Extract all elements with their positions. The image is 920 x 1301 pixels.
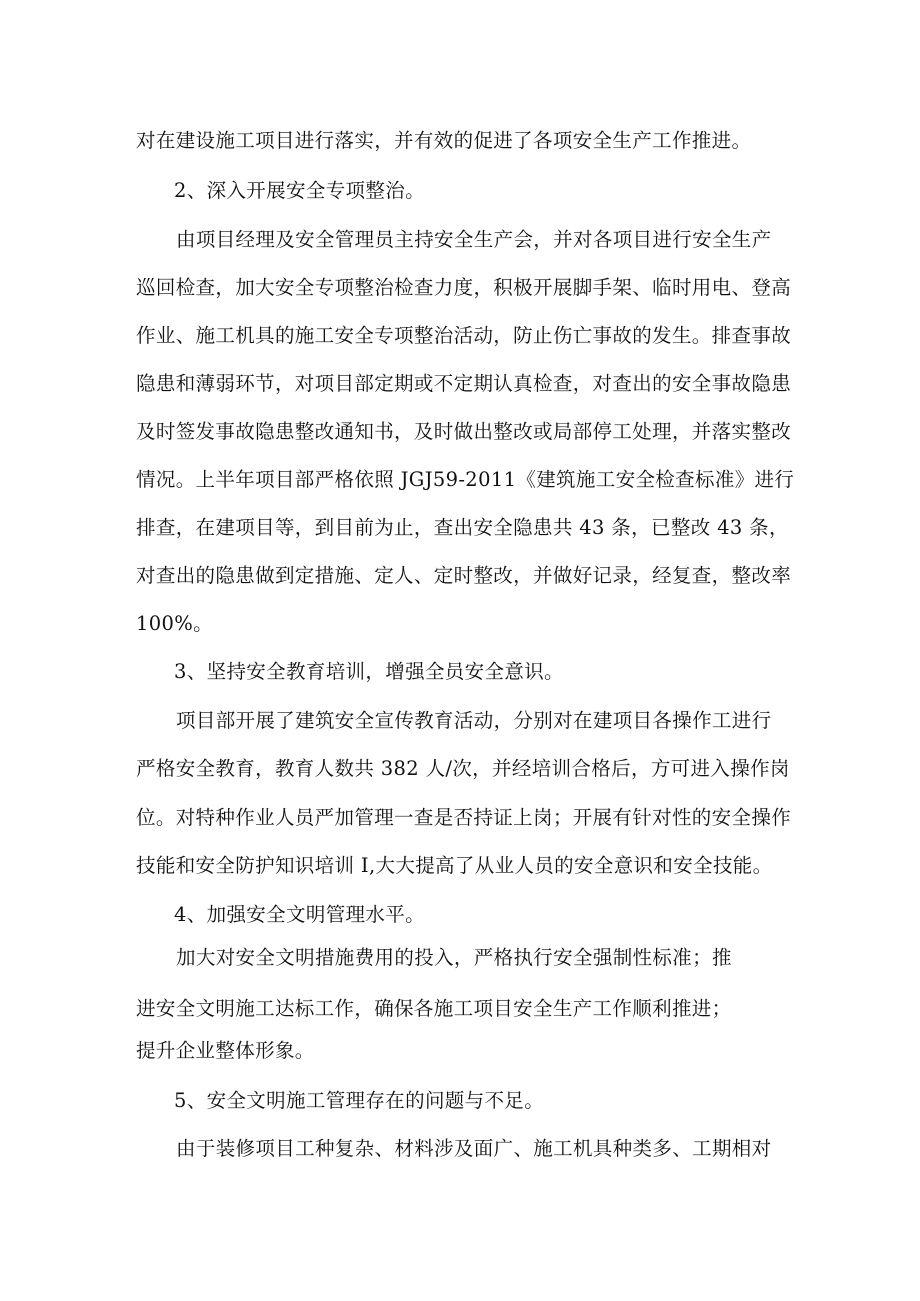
paragraph-line: 对查出的隐患做到定措施、定人、定时整改，并做好记录，经复查，整改率 bbox=[136, 564, 792, 587]
paragraph-line: 进安全文明施工达标工作，确保各施工项目安全生产工作顺利推进； bbox=[136, 997, 732, 1020]
paragraph-line: 100%。 bbox=[136, 612, 213, 635]
paragraph-line: 隐患和薄弱环节，对项目部定期或不定期认真检查，对查出的安全事故隐患 bbox=[136, 372, 792, 395]
paragraph-line: 情况。上半年项目部严格依照 JGJ59-2011《建筑施工安全检查标准》进行 bbox=[136, 468, 795, 491]
paragraph-line: 位。对特种作业人员严加管理一查是否持证上岗；开展有针对性的安全操作 bbox=[136, 806, 792, 829]
section-heading: 3、坚持安全教育培训，增强全员安全意识。 bbox=[174, 660, 564, 683]
paragraph-line: 项目部开展了建筑安全宣传教育活动，分别对在建项目各操作工进行 bbox=[176, 709, 772, 732]
paragraph-line: 技能和安全防护知识培训 I,大大提高了从业人员的安全意识和安全技能。 bbox=[136, 854, 773, 877]
paragraph-line: 及时签发事故隐患整改通知书，及时做出整改或局部停工处理，并落实整改 bbox=[136, 420, 792, 443]
paragraph-line: 对在建设施工项目进行落实，并有效的促进了各项安全生产工作推进。 bbox=[136, 129, 752, 152]
paragraph-line: 排查，在建项目等，到目前为止，查出安全隐患共 43 条，已整改 43 条， bbox=[136, 516, 789, 539]
paragraph-line: 严格安全教育，教育人数共 382 人/次，并经培训合格后，方可进入操作岗 bbox=[136, 757, 790, 780]
section-heading: 4、加强安全文明管理水平。 bbox=[174, 903, 425, 926]
paragraph-line: 提升企业整体形象。 bbox=[136, 1039, 315, 1062]
paragraph-line: 由于装修项目工种复杂、材料涉及面广、施工机具种类多、工期相对 bbox=[176, 1137, 772, 1160]
paragraph-line: 作业、施工机具的施工安全专项整治活动，防止伤亡事故的发生。排查事故 bbox=[136, 324, 792, 347]
paragraph-line: 由项目经理及安全管理员主持安全生产会，并对各项目进行安全生产 bbox=[176, 228, 772, 251]
section-heading: 5、安全文明施工管理存在的问题与不足。 bbox=[174, 1089, 545, 1112]
paragraph-line: 巡回检查，加大安全专项整治检查力度，积极开展脚手架、临时用电、登高 bbox=[136, 276, 792, 299]
paragraph-line: 加大对安全文明措施费用的投入，严格执行安全强制性标准；推 bbox=[176, 946, 732, 969]
section-heading: 2、深入开展安全专项整治。 bbox=[174, 179, 425, 202]
